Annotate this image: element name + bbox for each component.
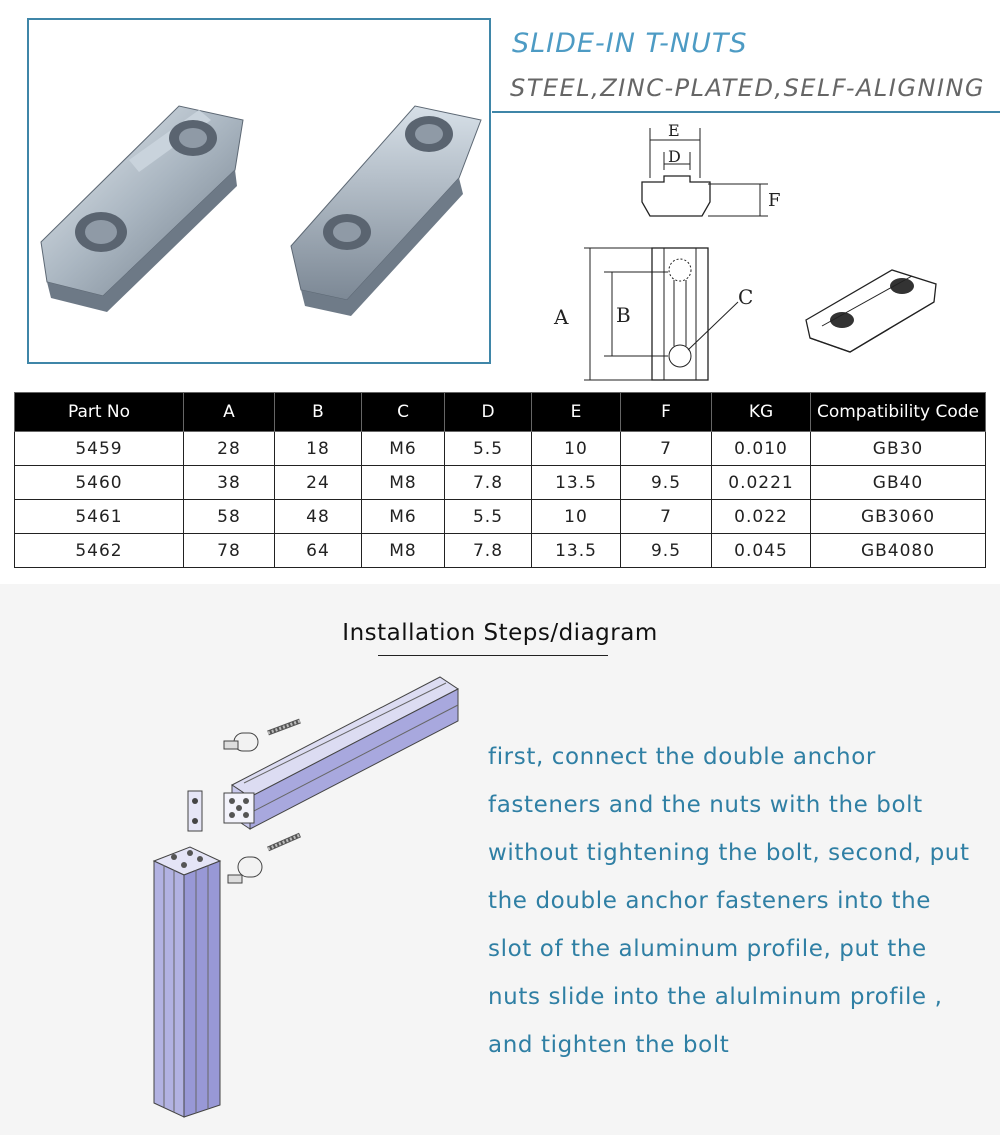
column-header-compatibility-code: Compatibility Code bbox=[811, 393, 986, 432]
instruction-line: nuts slide into the alulminum profile , bbox=[488, 984, 943, 1010]
table-cell: 5459 bbox=[15, 432, 184, 466]
column-header-c: C bbox=[362, 393, 445, 432]
table-cell: 13.5 bbox=[532, 534, 621, 568]
table-cell: 0.045 bbox=[712, 534, 811, 568]
table-row bbox=[15, 466, 986, 500]
column-header-d: D bbox=[445, 393, 532, 432]
instruction-line: fasteners and the nuts with the bolt bbox=[488, 792, 923, 818]
table-cell: 64 bbox=[275, 534, 362, 568]
column-header-kg: KG bbox=[712, 393, 811, 432]
instruction-line: first, connect the double anchor bbox=[488, 744, 876, 770]
table-cell: 5460 bbox=[15, 466, 184, 500]
installation-instructions bbox=[488, 733, 993, 1069]
isometric-nut-drawing bbox=[802, 262, 942, 362]
product-subtitle: STEEL,ZINC-PLATED,SELF-ALIGNING bbox=[510, 74, 986, 102]
assembly-diagram bbox=[140, 665, 470, 1125]
table-row bbox=[15, 534, 986, 568]
slide-in-t-nut bbox=[188, 791, 202, 831]
dim-label-d: D bbox=[668, 147, 681, 166]
bolt-upper bbox=[268, 721, 300, 733]
table-cell: M8 bbox=[362, 534, 445, 568]
table-cell: 18 bbox=[275, 432, 362, 466]
table-cell: 7 bbox=[621, 432, 712, 466]
table-header-row bbox=[15, 393, 986, 432]
table-cell: 38 bbox=[184, 466, 275, 500]
column-header-b: B bbox=[275, 393, 362, 432]
dim-label-a: A bbox=[554, 305, 569, 329]
table-row bbox=[15, 500, 986, 534]
product-title: SLIDE-IN T-NUTS bbox=[512, 28, 748, 59]
table-cell: 9.5 bbox=[621, 534, 712, 568]
top-view-drawing bbox=[548, 240, 768, 390]
dim-label-e: E bbox=[668, 121, 680, 140]
horizontal-aluminum-profile bbox=[224, 677, 458, 829]
column-header-f: F bbox=[621, 393, 712, 432]
table-cell: 10 bbox=[532, 500, 621, 534]
instruction-line: and tighten the bolt bbox=[488, 1032, 730, 1058]
table-cell: GB30 bbox=[811, 432, 986, 466]
cross-section-drawing bbox=[620, 118, 790, 228]
table-cell: 28 bbox=[184, 432, 275, 466]
product-photo bbox=[27, 18, 491, 364]
right-t-nut bbox=[291, 106, 481, 316]
table-cell: 7.8 bbox=[445, 534, 532, 568]
table-cell: 9.5 bbox=[621, 466, 712, 500]
table-cell: GB3060 bbox=[811, 500, 986, 534]
table-cell: 13.5 bbox=[532, 466, 621, 500]
table-cell: M8 bbox=[362, 466, 445, 500]
table-cell: 7 bbox=[621, 500, 712, 534]
table-cell: 5461 bbox=[15, 500, 184, 534]
anchor-fastener-lower bbox=[228, 857, 262, 883]
table-cell: 48 bbox=[275, 500, 362, 534]
table-row bbox=[15, 432, 986, 466]
instruction-line: slot of the aluminum profile, put the bbox=[488, 936, 927, 962]
table-cell: 78 bbox=[184, 534, 275, 568]
table-cell: 0.010 bbox=[712, 432, 811, 466]
dim-label-f: F bbox=[768, 190, 781, 211]
table-cell: GB40 bbox=[811, 466, 986, 500]
t-nut-photo-illustration bbox=[29, 20, 489, 362]
installation-title-underline bbox=[378, 655, 608, 656]
column-header-a: A bbox=[184, 393, 275, 432]
dim-label-b: B bbox=[616, 303, 631, 327]
left-t-nut bbox=[41, 106, 243, 312]
column-header-e: E bbox=[532, 393, 621, 432]
table-cell: 10 bbox=[532, 432, 621, 466]
spec-table bbox=[14, 392, 986, 568]
table-cell: M6 bbox=[362, 500, 445, 534]
anchor-fastener-upper bbox=[224, 733, 258, 751]
table-cell: 5.5 bbox=[445, 500, 532, 534]
instruction-line: the double anchor fasteners into the bbox=[488, 888, 932, 914]
vertical-aluminum-profile bbox=[154, 847, 220, 1117]
table-cell: 0.022 bbox=[712, 500, 811, 534]
table-cell: 58 bbox=[184, 500, 275, 534]
dim-label-c: C bbox=[738, 285, 754, 309]
bolt-lower bbox=[268, 835, 300, 849]
instruction-line: without tightening the bolt, second, put bbox=[488, 840, 970, 866]
table-cell: M6 bbox=[362, 432, 445, 466]
title-divider bbox=[492, 111, 1000, 113]
table-cell: 7.8 bbox=[445, 466, 532, 500]
table-cell: 24 bbox=[275, 466, 362, 500]
table-cell: 5462 bbox=[15, 534, 184, 568]
table-cell: GB4080 bbox=[811, 534, 986, 568]
installation-title: Installation Steps/diagram bbox=[342, 620, 658, 646]
table-cell: 0.0221 bbox=[712, 466, 811, 500]
column-header-part-no: Part No bbox=[15, 393, 184, 432]
table-cell: 5.5 bbox=[445, 432, 532, 466]
